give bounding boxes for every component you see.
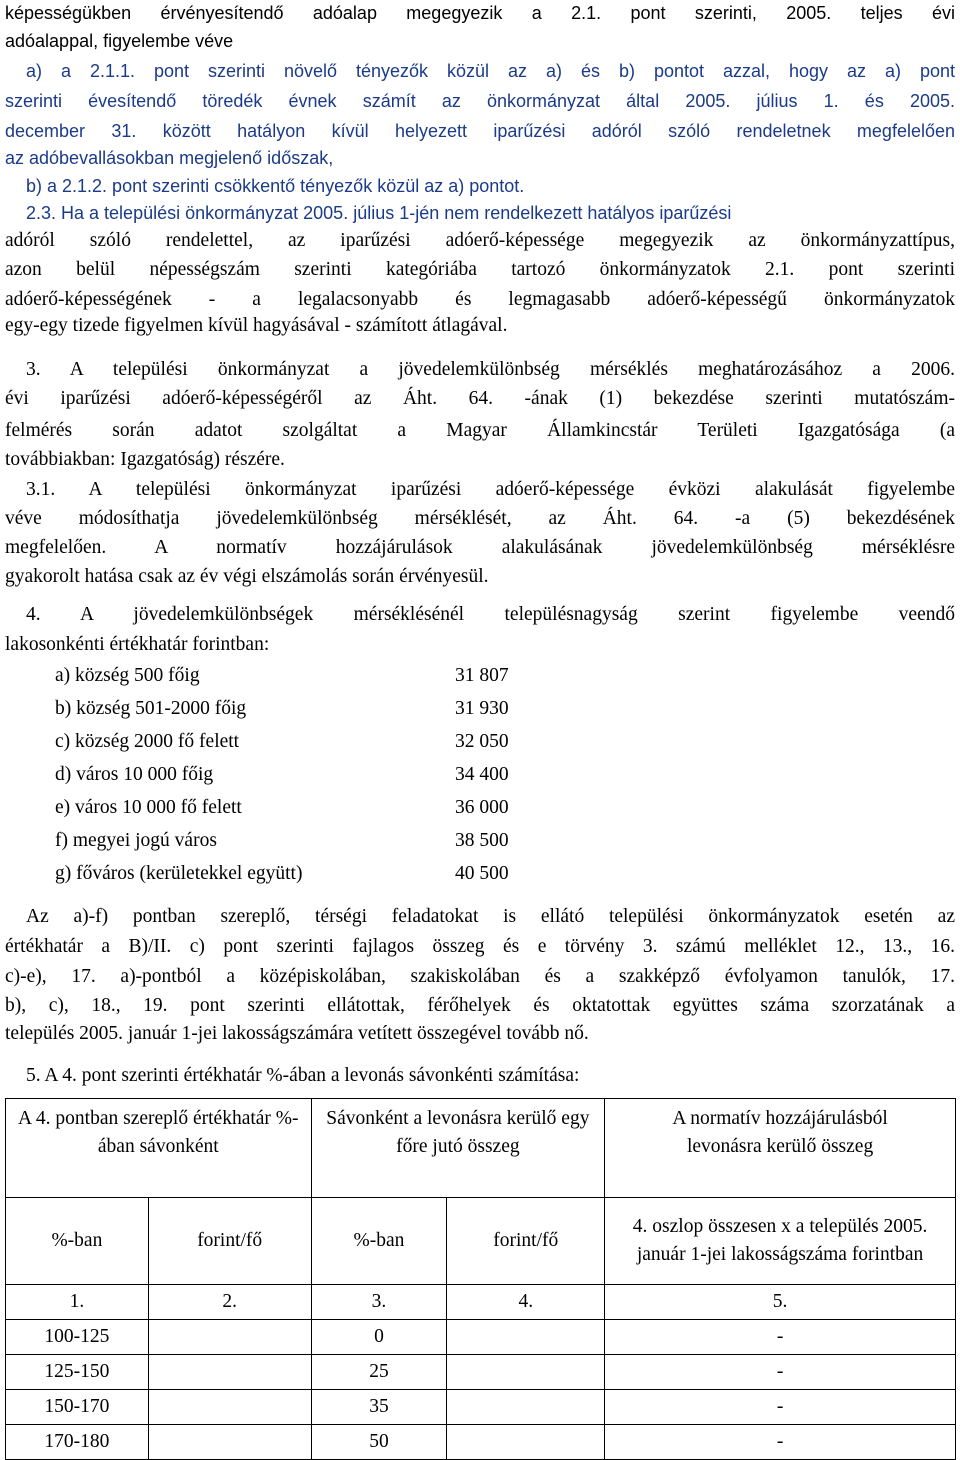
- table-cell: -: [605, 1355, 956, 1390]
- text-line: gyakorolt hatása csak az év végi elszámolás során érvényesül.: [5, 566, 489, 587]
- table-subheader-cell: forint/fő: [148, 1198, 311, 1285]
- list-item-value: 31 930: [455, 698, 509, 719]
- text-line: b), c), 18., 19. pont szerinti ellátottak, férőhelyek és oktatottak együttes száma szorzatának a: [5, 995, 955, 1016]
- list-item-label: b) község 501-2000 főig: [55, 698, 247, 719]
- list-item-label: e) város 10 000 fő felett: [55, 797, 242, 818]
- table-cell: [447, 1425, 605, 1460]
- table-header-cell: A 4. pontban szereplő értékhatár %-ában sávonként: [6, 1099, 312, 1198]
- list-item-value: 38 500: [455, 830, 509, 851]
- table-colnum-row: [6, 1285, 956, 1320]
- table-cell: 170-180: [6, 1425, 149, 1460]
- table-cell: 0: [311, 1320, 447, 1355]
- list-item-value: 32 050: [455, 731, 509, 752]
- text-line: képességükben érvényesítendő adóalap megegyezik a 2.1. pont szerinti, 2005. teljes évi: [5, 3, 955, 23]
- table-cell: 4.: [447, 1285, 605, 1320]
- table-cell: 1.: [6, 1285, 149, 1320]
- text-line: továbbiakban: Igazgatóság) részére.: [5, 449, 285, 470]
- text-line: 3.1. A települési önkormányzat iparűzési adóerő-képessége évközi alakulását figyelembe: [26, 479, 955, 500]
- text-line: 3. A települési önkormányzat a jövedelemkülönbség mérséklés meghatározásához a 2006.: [26, 359, 955, 380]
- text-line: azon belül népességszám szerinti kategóriába tartozó önkormányzatok 2.1. pont szerinti: [5, 259, 955, 280]
- text-line: évi iparűzési adóerő-képességéről az Áht. 64. -ának (1) bekezdése szerinti mutatószám-: [5, 388, 955, 409]
- text-line: felmérés során adatot szolgáltat a Magyar Államkincstár Területi Igazgatósága (a: [5, 420, 955, 441]
- table-cell: 2.: [148, 1285, 311, 1320]
- text-line: adóalappal, figyelembe véve: [5, 31, 234, 51]
- text-line: szerinti évesítendő töredék évnek számít az önkormányzat által 2005. július 1. és 2005.: [5, 91, 955, 111]
- list-item-value: 40 500: [455, 863, 509, 884]
- text-line: az adóbevallásokban megjelenő időszak,: [5, 148, 334, 168]
- text-line: értékhatár a B)/II. c) pont szerinti fajlagos összeg és e törvény 3. számú melléklet 12., 13., 16.: [5, 936, 955, 957]
- list-item-label: f) megyei jogú város: [55, 830, 217, 851]
- table-cell: 5.: [605, 1285, 956, 1320]
- list-item-value: 36 000: [455, 797, 509, 818]
- table-subheader-row: [6, 1198, 956, 1285]
- text-line: lakosonkénti értékhatár forintban:: [5, 634, 270, 655]
- table-cell: [447, 1320, 605, 1355]
- text-line: település 2005. január 1-jei lakosságszámára vetített összegével tovább nő.: [5, 1023, 589, 1044]
- table-cell: 50: [311, 1425, 447, 1460]
- table-row: [6, 1320, 956, 1355]
- table-subheader-cell: %-ban: [311, 1198, 447, 1285]
- text-line: c)-e), 17. a)-pontból a középiskolában, szakiskolában és a szakképző évfolyamon tanulók, 17.: [5, 966, 955, 987]
- table-cell: 100-125: [6, 1320, 149, 1355]
- table-cell: -: [605, 1390, 956, 1425]
- list-item-label: d) város 10 000 főig: [55, 764, 214, 785]
- table-cell: 3.: [311, 1285, 447, 1320]
- table-subheader-cell: %-ban: [6, 1198, 149, 1285]
- table-cell: -: [605, 1425, 956, 1460]
- list-item: [0, 762, 960, 788]
- table-cell: 35: [311, 1390, 447, 1425]
- table-header-row: [6, 1099, 956, 1198]
- list-item: [0, 828, 960, 854]
- table-cell: -: [605, 1320, 956, 1355]
- table-cell: [148, 1355, 311, 1390]
- list-item: [0, 861, 960, 887]
- text-line: 2.3. Ha a települési önkormányzat 2005. július 1-jén nem rendelkezett hatályos iparűzési: [26, 203, 732, 223]
- table-subheader-cell: 4. oszlop összesen x a település 2005. január 1-jei lakosságszáma forintban: [605, 1198, 956, 1285]
- list-item-label: c) község 2000 fő felett: [55, 731, 240, 752]
- table-cell: [148, 1425, 311, 1460]
- table-header-cell: A normatív hozzájárulásból levonásra kerülő összeg: [605, 1099, 956, 1198]
- deduction-table: [5, 1098, 956, 1460]
- list-item-label: a) község 500 főig: [55, 665, 200, 686]
- table-row: [6, 1390, 956, 1425]
- list-item-value: 34 400: [455, 764, 509, 785]
- table-cell: [447, 1355, 605, 1390]
- text-line: adóról szóló rendelettel, az iparűzési adóerő-képessége megegyezik az önkormányzattípus,: [5, 230, 955, 251]
- text-line: megfelelően. A normatív hozzájárulások alakulásának jövedelemkülönbség mérséklésre: [5, 537, 955, 558]
- text-line: b) a 2.1.2. pont szerinti csökkentő tényezők közül az a) pontot.: [26, 176, 525, 196]
- list-item-value: 31 807: [455, 665, 509, 686]
- table-cell: [447, 1390, 605, 1425]
- text-line: 4. A jövedelemkülönbségek mérséklésénél településnagyság szerint figyelembe veendő: [26, 604, 955, 625]
- table-row: [6, 1425, 956, 1460]
- text-line: egy-egy tizede figyelmen kívül hagyásával - számított átlagával.: [5, 315, 508, 336]
- list-item: [0, 696, 960, 722]
- table-cell: 25: [311, 1355, 447, 1390]
- table-cell: 150-170: [6, 1390, 149, 1425]
- list-item-label: g) főváros (kerületekkel együtt): [55, 863, 303, 884]
- table-header-cell: Sávonként a levonásra kerülő egy főre jutó összeg: [311, 1099, 605, 1198]
- text-line: Az a)-f) pontban szereplő, térségi feladatokat is ellátó települési önkormányzatok esetén az: [26, 906, 955, 927]
- list-item: [0, 663, 960, 689]
- list-item: [0, 795, 960, 821]
- table-subheader-cell: forint/fő: [447, 1198, 605, 1285]
- text-line: véve módosíthatja jövedelemkülönbség mérséklését, az Áht. 64. -a (5) bekezdésének: [5, 508, 955, 529]
- text-line: december 31. között hatályon kívül helyezett iparűzési adóról szóló rendeletnek megfelelően: [5, 121, 955, 141]
- text-line: 5. A 4. pont szerinti értékhatár %-ában a levonás sávonkénti számítása:: [26, 1065, 580, 1086]
- table-cell: [148, 1320, 311, 1355]
- text-line: a) a 2.1.1. pont szerinti növelő tényezők közül az a) és b) pontot azzal, hogy az a) pont: [26, 61, 955, 81]
- table-row: [6, 1355, 956, 1390]
- text-line: adóerő-képességének - a legalacsonyabb és legmagasabb adóerő-képességű önkormányzatok: [5, 289, 955, 310]
- table-cell: 125-150: [6, 1355, 149, 1390]
- list-item: [0, 729, 960, 755]
- table-cell: [148, 1390, 311, 1425]
